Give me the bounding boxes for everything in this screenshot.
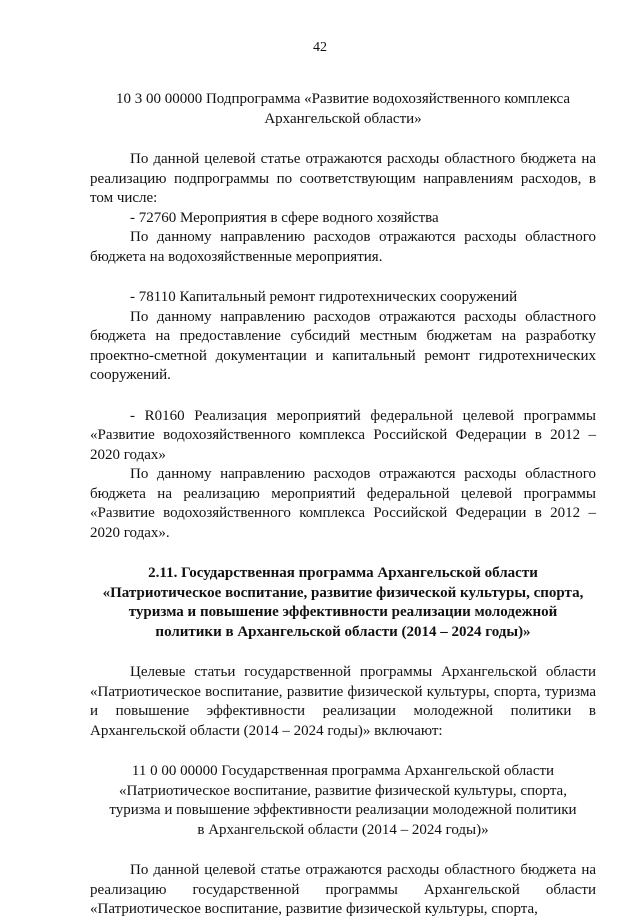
item-r0160-description: По данному направлению расходов отражаются расходы областного бюджета на реализацию мероприятий федеральной целевой программы «Развитие водохозяйственного комплекса Российской Федерации в 2012 – 2020 годах». [90, 466, 596, 541]
subprogram-heading-line1: 10 3 00 00000 Подпрограмма «Развитие водохозяйственного комплекса [115, 91, 571, 107]
intro-paragraph: По данной целевой статье отражаются расходы областного бюджета на реализацию подпрограммы по соответствующим направлениям расходов, в том числе: [90, 151, 596, 206]
page-content [90, 90, 596, 920]
page-number: 42 [313, 40, 327, 55]
subprogram-heading [90, 90, 596, 129]
section-heading-line4: политики в Архангельской области (2014 – 2024 годы)» [155, 623, 531, 640]
section-heading-line2: «Патриотическое воспитание, развитие физической культуры, спорта, [102, 584, 584, 601]
program-heading-line4: в Архангельской области (2014 – 2024 годы)» [197, 821, 489, 838]
program-heading-line1: 11 0 00 00000 Государственная программа Архангельской области [131, 763, 555, 779]
final-paragraph: По данной целевой статье отражаются расходы областного бюджета на реализацию государственной программы Архангельской области «Патриотическое воспитание, развитие физической культуры, спорта, [90, 862, 596, 917]
item-72760-title: - 72760 Мероприятия в сфере водного хозяйства [130, 209, 439, 226]
item-78110-title: - 78110 Капитальный ремонт гидротехнических сооружений [130, 289, 518, 305]
item-72760-description: По данному направлению расходов отражаются расходы областного бюджета на водохозяйственные мероприятия. [90, 229, 596, 265]
item-r0160-title: - R0160 Реализация мероприятий федеральной целевой программы «Развитие водохозяйственного комплекса Российской Федерации в 2012 – 2020 годах» [90, 407, 596, 463]
program-heading-line3: туризма и повышение эффективности реализации молодежной политики [109, 802, 577, 818]
section-heading-line1: 2.11. Государственная программа Архангельской области [148, 565, 538, 581]
section-heading-line3: туризма и повышение эффективности реализации молодежной [128, 604, 558, 620]
subprogram-heading-line2: Архангельской области» [264, 110, 422, 127]
item-78110-description: По данному направлению расходов отражаются расходы областного бюджета на предоставление субсидий местным бюджетам на разработку проектно-сметной документации и капитальный ремонт гидротехнических сооружений. [90, 308, 596, 383]
program-heading [90, 762, 596, 840]
section-heading [90, 564, 596, 642]
targets-paragraph: Целевые статьи государственной программы Архангельской области «Патриотическое воспитание, развитие физической культуры, спорта, туризма и повышение эффективности реализации молодежной политики в Архангельской области (2014 – 2024 годы)» включают: [90, 664, 596, 739]
program-heading-line2: «Патриотическое воспитание, развитие физической культуры, спорта, [119, 782, 567, 799]
